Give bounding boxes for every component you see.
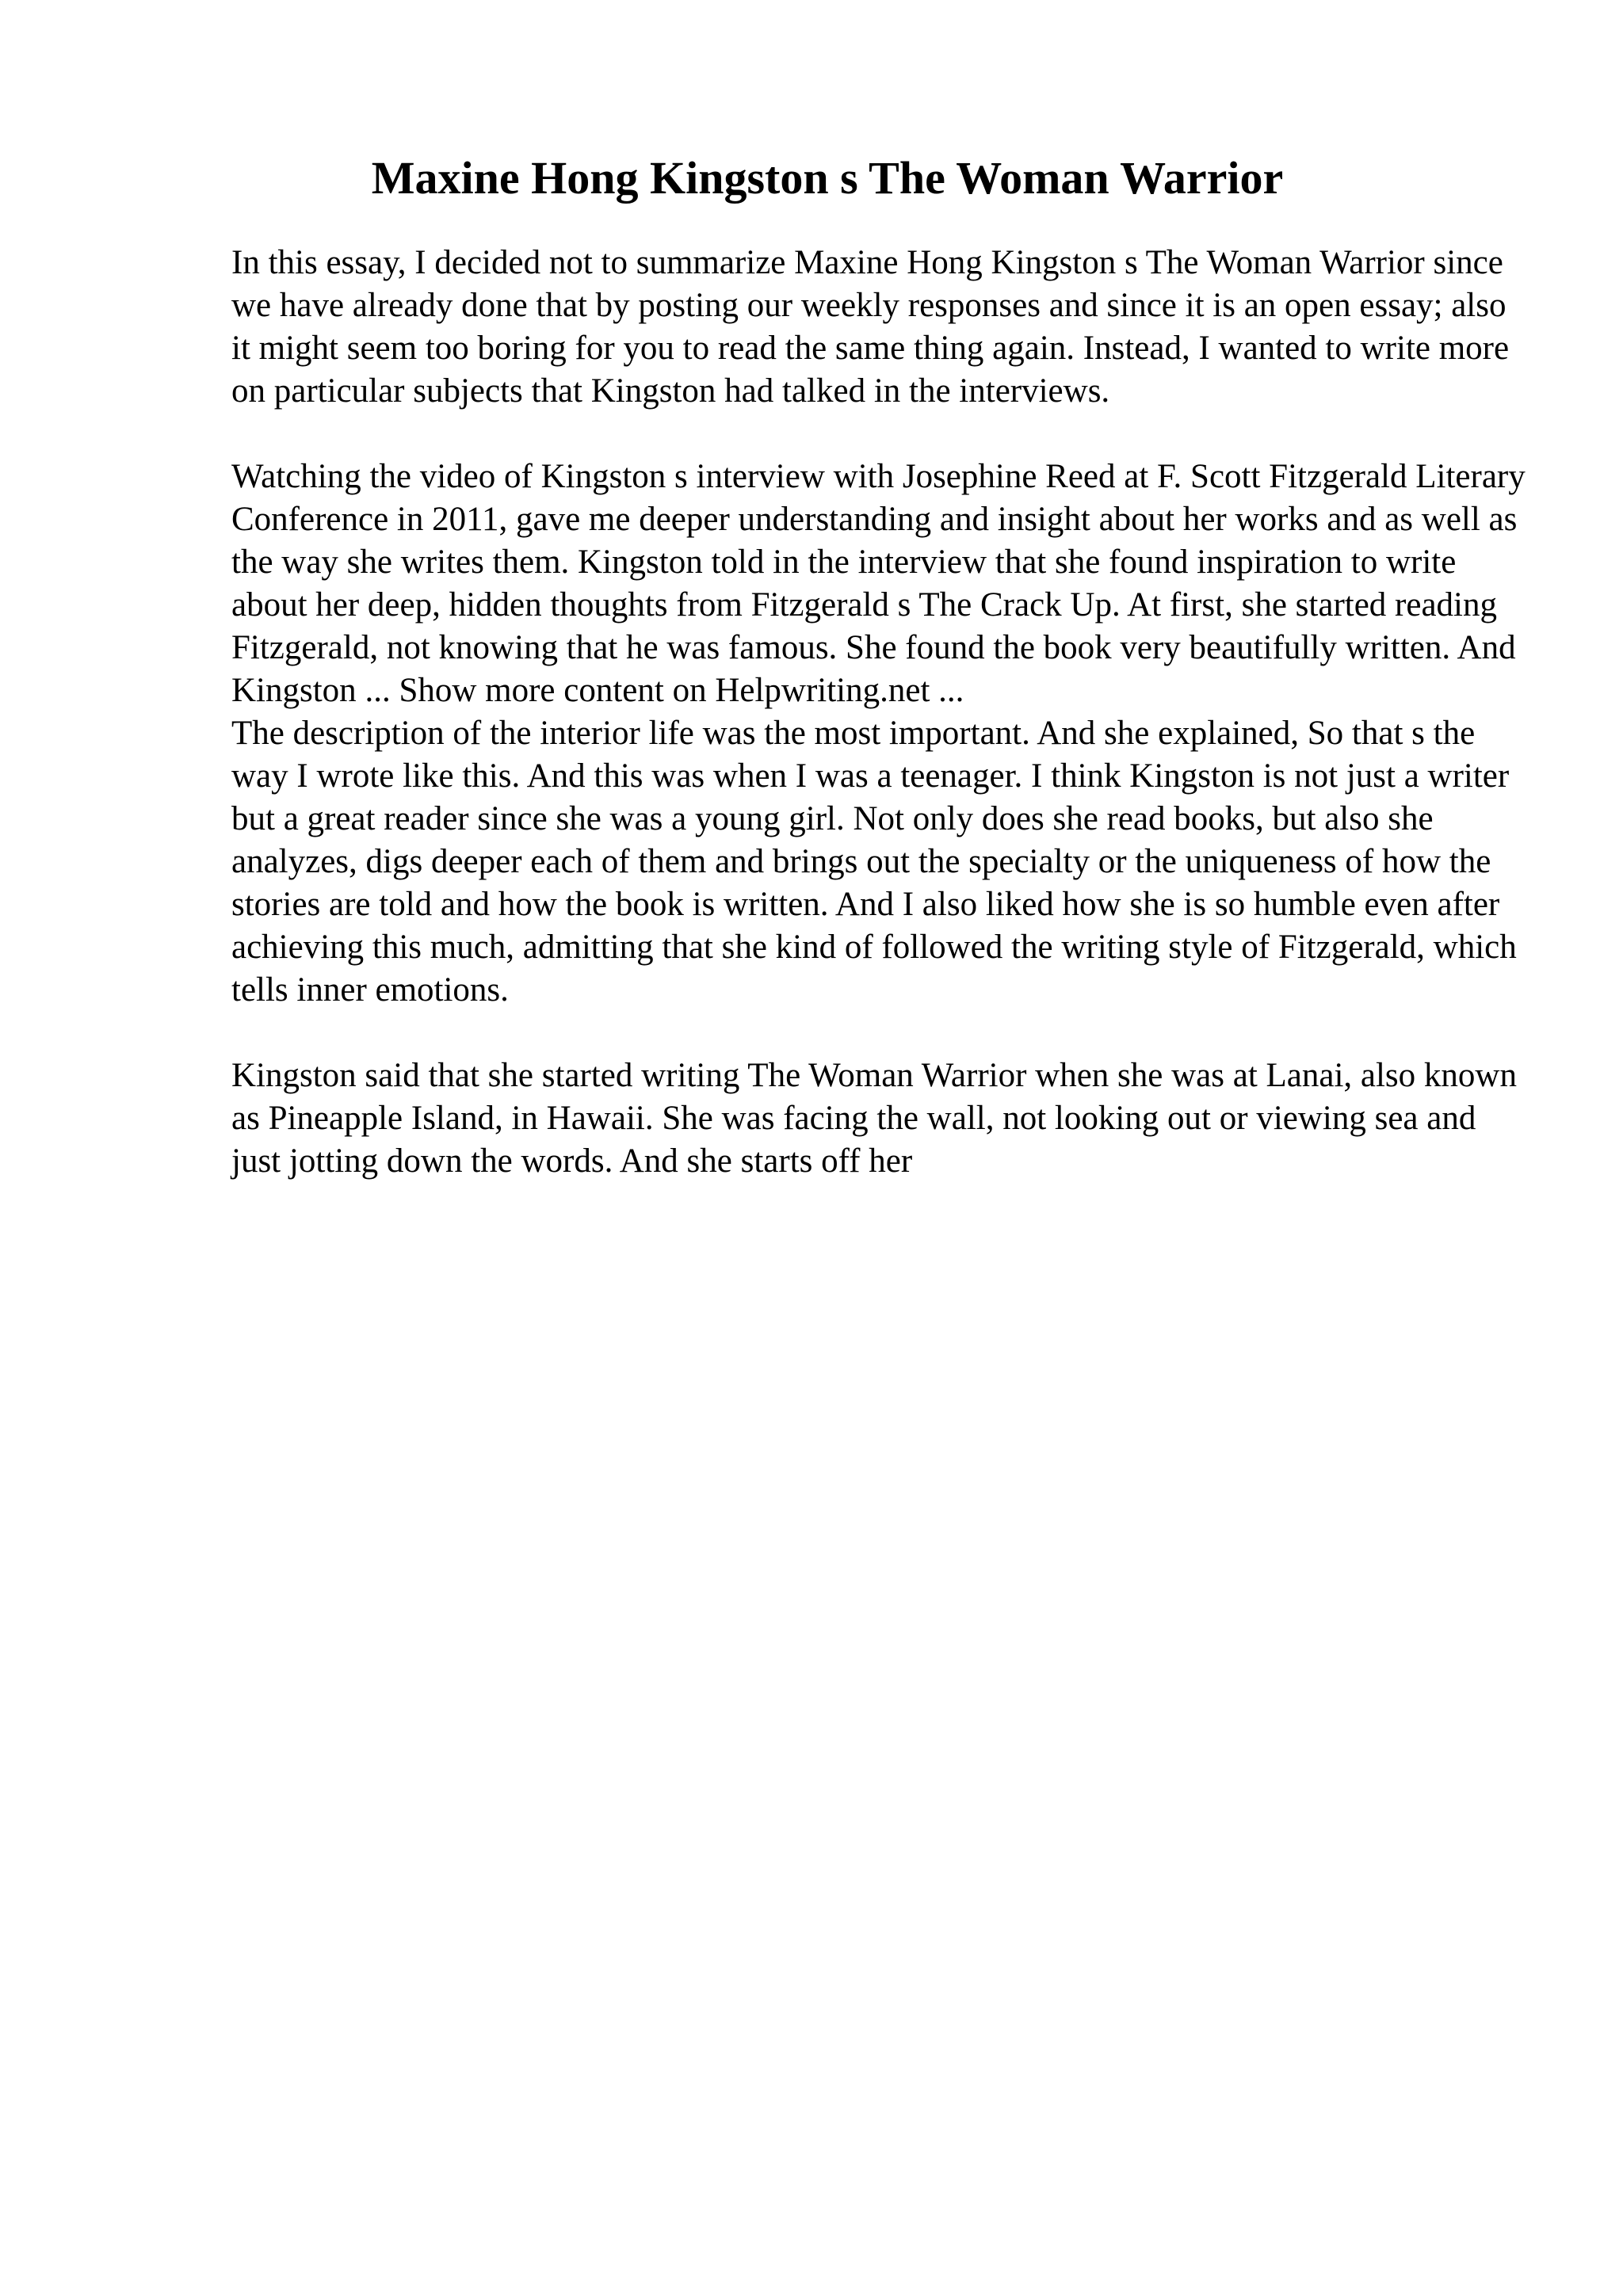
show-more-link[interactable]: ... Show more content on Helpwriting.net ... <box>365 672 964 709</box>
paragraph-intro: In this essay, I decided not to summarize Maxine Hong Kingston s The Woman Warrior since we have already done that by posting our weekly responses and since it is an open essay; also it might seem too boring for you to read the same thing again. Instead, I wanted to write more on particular subjects that Kingston had talked in the interviews. <box>231 244 1510 410</box>
document-title: Maxine Hong Kingston s The Woman Warrior <box>371 152 1284 204</box>
paragraph-interview-text: Watching the video of Kingston s interview with Josephine Reed at F. Scott Fitzgerald Literary Conference in 2011, gave me deeper understanding and insight about her works and as well as the way she writes them. Kingston told in the interview that she found inspiration to write about her deep, hidden thoughts from Fitzgerald s The Crack Up. At first, she started reading Fitzgerald, not knowing that he was famous. She found the book very beautifully written. And Kingston <box>231 458 1526 709</box>
paragraph-interior-life: The description of the interior life was the most important. And she explained, So that s the way I wrote like this. And this was when I was a teenager. I think Kingston is not just a writer but a great reader since she was a young girl. Not only does she read books, but also she analyzes, digs deeper each of them and brings out the specialty or the uniqueness of how the stories are told and how the book is written. And I also liked how she is so humble even after achieving this much, admitting that she kind of followed the writing style of Fitzgerald, which tells inner emotions. <box>231 715 1517 1009</box>
paragraph-gap <box>231 413 1531 456</box>
paragraph-lanai: Kingston said that she started writing The Woman Warrior when she was at Lanai, also known as Pineapple Island, in Hawaii. She was facing the wall, not looking out or viewing sea and just jotting down the words. And she starts off her <box>231 1057 1517 1180</box>
document-body <box>231 242 1531 1183</box>
paragraph-interview <box>231 456 1531 712</box>
paragraph-gap <box>231 1012 1531 1055</box>
